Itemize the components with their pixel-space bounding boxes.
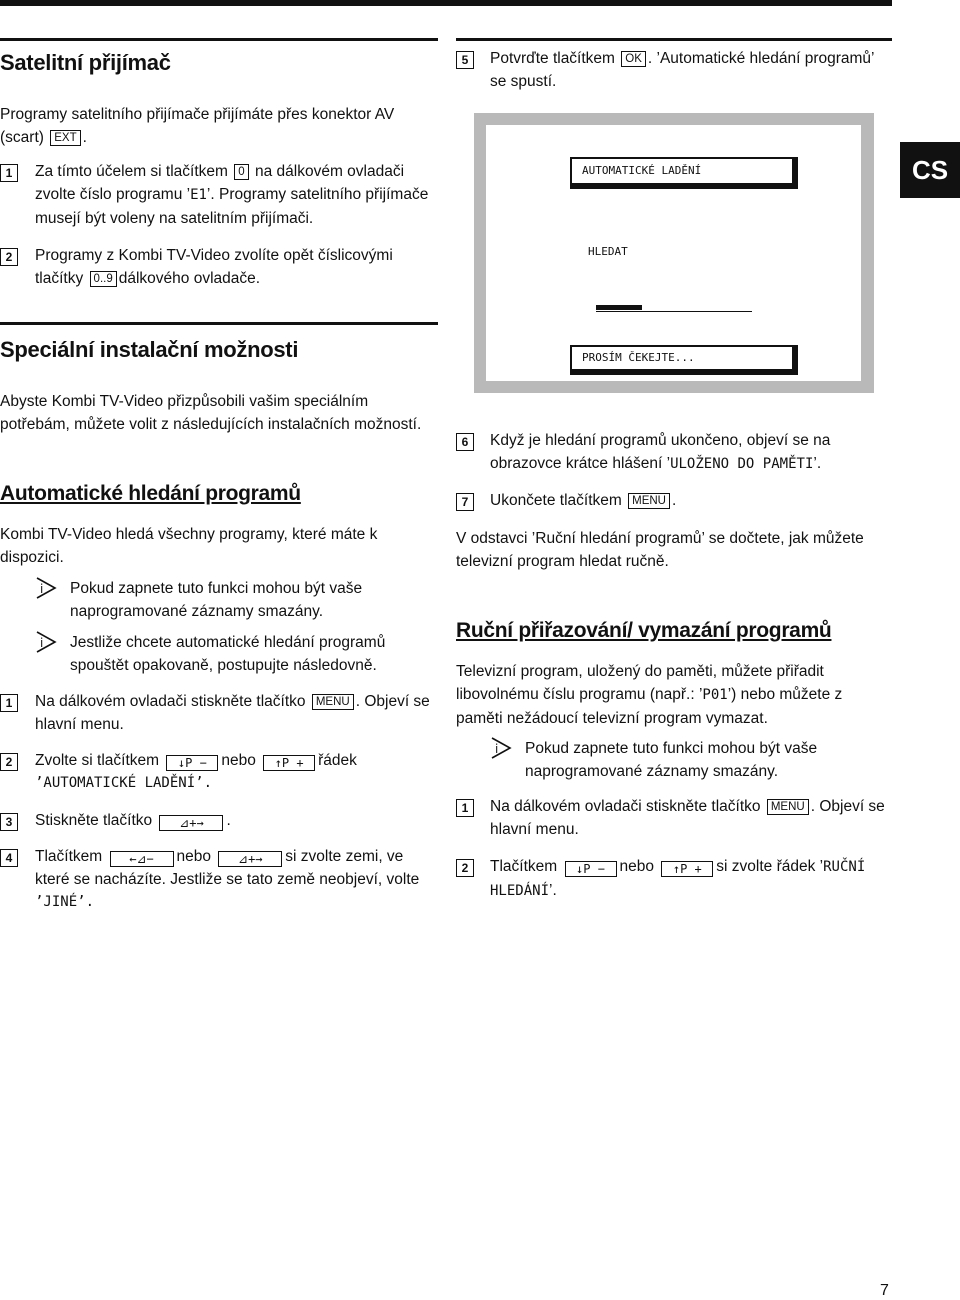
text-line: naprogramované záznamy smazány. xyxy=(70,603,324,620)
text: Ukončete tlačítkem xyxy=(490,492,622,509)
text: dálkového ovladače. xyxy=(118,270,261,287)
step-number: 1 xyxy=(0,694,18,712)
text-line xyxy=(0,126,440,149)
text-line: Pokud zapnete tuto funkci mohou být vaše xyxy=(525,740,818,757)
text: nebo xyxy=(176,848,211,865)
text-line xyxy=(490,795,910,818)
text-line: televizní program hledat ručně. xyxy=(456,553,669,570)
text-line: Programy z Kombi TV-Video zvolíte opět číslicovými xyxy=(35,247,393,264)
auto-paragraph xyxy=(0,523,440,569)
section-title-satellite: Satelitní přijímač xyxy=(0,50,171,75)
info-note-1 xyxy=(70,577,450,623)
right-key: ⊿+→ xyxy=(159,815,223,831)
svg-text:i: i xyxy=(495,742,499,756)
manual-step-2 xyxy=(490,855,910,903)
text-line: Kombi TV-Video hledá všechny programy, které máte k xyxy=(0,526,378,543)
ok-key: OK xyxy=(621,51,646,67)
text: . Objeví se xyxy=(810,798,885,815)
ext-key: EXT xyxy=(50,130,80,146)
text: Stiskněte tlačítko xyxy=(35,812,153,829)
menu-key: MENU xyxy=(312,694,354,710)
text: ’. Programy satelitního přijímače xyxy=(206,186,429,203)
text: . xyxy=(672,492,677,509)
satellite-step-2 xyxy=(35,244,445,290)
text-line: Abyste Kombi TV-Video přizpůsobili vašim speciálním xyxy=(0,393,369,410)
manual-step-1 xyxy=(490,795,910,841)
section-rule xyxy=(0,322,438,325)
step-number: 2 xyxy=(0,753,18,771)
text-line xyxy=(456,683,896,707)
text: si zvolte zemi, ve xyxy=(285,848,404,865)
step-number: 1 xyxy=(456,799,474,817)
text-line: paměti nežádoucí televizní program vymazat. xyxy=(456,710,768,727)
osd-progress-track xyxy=(596,311,752,312)
svg-text:i: i xyxy=(40,582,44,596)
text: . xyxy=(226,812,231,829)
text: . Objeví se xyxy=(355,693,430,710)
osd-search-label: HLEDAT xyxy=(588,245,628,258)
text-line: hlavní menu. xyxy=(35,716,124,733)
text-line: se spustí. xyxy=(490,73,557,90)
section-title-special: Speciální instalační možnosti xyxy=(0,337,299,362)
step-number: 4 xyxy=(0,849,18,867)
satellite-paragraph xyxy=(0,103,440,149)
text-line: Jestliže chcete automatické hledání programů xyxy=(70,634,386,651)
language-tab: CS xyxy=(900,142,960,198)
digit-keys: 0..9 xyxy=(90,271,117,287)
text-line: musejí být voleny na satelitním přijímači. xyxy=(35,210,314,227)
text-line: Programy satelitního přijímače přijímáte přes konektor AV xyxy=(0,106,395,123)
text-line xyxy=(490,47,910,70)
text-line xyxy=(35,267,445,290)
text-line: hlavní menu. xyxy=(490,821,579,838)
step-number: 7 xyxy=(456,493,474,511)
info-icon xyxy=(490,737,512,759)
step-number: 5 xyxy=(456,51,474,69)
manual-reference-paragraph xyxy=(456,527,896,573)
text-line: Pokud zapnete tuto funkci mohou být vaše xyxy=(70,580,363,597)
text: tlačítky xyxy=(35,270,84,287)
text-line: dispozici. xyxy=(0,549,64,566)
text: na dálkovém ovladači xyxy=(254,163,405,180)
top-rule xyxy=(0,0,892,6)
satellite-step-1 xyxy=(35,160,445,230)
svg-text:i: i xyxy=(40,636,44,650)
tv-screen-inner xyxy=(486,125,861,381)
zero-key: 0 xyxy=(234,164,248,180)
text-line xyxy=(490,855,910,879)
section-rule xyxy=(0,38,438,41)
text-line: Když je hledání programů ukončeno, objeví se na xyxy=(490,432,831,449)
menu-key: MENU xyxy=(767,799,809,815)
text: Na dálkovém ovladači stiskněte tlačítko xyxy=(35,693,306,710)
text-line: Televizní program, uložený do paměti, můžete přiřadit xyxy=(456,663,824,680)
step-number: 1 xyxy=(0,164,18,182)
code: ULOŽENO DO PAMĚTI xyxy=(670,456,814,472)
code-line: ’JINÉ’. xyxy=(35,894,95,910)
text-line: V odstavci ’Ruční hledání programů’ se dočtete, jak můžete xyxy=(456,530,864,547)
auto-step-2 xyxy=(35,749,450,795)
program-up-key: ↑P + xyxy=(661,861,713,877)
text-line xyxy=(35,845,450,868)
tv-screen-illustration xyxy=(474,113,874,393)
left-key: ←⊿− xyxy=(110,851,174,867)
text-line xyxy=(35,749,450,772)
section-title-manual: Ruční přiřazování/ vymazání programů xyxy=(456,619,832,642)
step-number: 2 xyxy=(0,248,18,266)
auto-step-3 xyxy=(35,809,450,832)
osd-progress-bar xyxy=(596,305,642,310)
program-down-key: ↓P − xyxy=(166,755,218,771)
code: E1 xyxy=(190,187,207,203)
code: P01 xyxy=(702,687,728,703)
manual-paragraph xyxy=(456,660,896,730)
step-number: 6 xyxy=(456,433,474,451)
osd-wait-box: PROSÍM ČEKEJTE... xyxy=(570,345,798,375)
special-paragraph xyxy=(0,390,450,436)
code-line: ’AUTOMATICKÉ LADĚNÍ’. xyxy=(35,775,213,791)
auto-step-4 xyxy=(35,845,450,914)
text: Za tímto účelem si tlačítkem xyxy=(35,163,228,180)
program-down-key: ↓P − xyxy=(565,861,617,877)
text-line: potřebám, můžete volit z následujících instalačních možností. xyxy=(0,416,422,433)
info-note-3 xyxy=(525,737,905,783)
info-note-2 xyxy=(70,631,450,677)
step-number: 3 xyxy=(0,813,18,831)
text: ’. xyxy=(813,455,822,472)
section-rule xyxy=(456,38,892,41)
text-line: naprogramované záznamy smazány. xyxy=(525,763,779,780)
text: libovolnému číslu programu (např.: ’ xyxy=(456,686,703,703)
auto-step-1 xyxy=(35,690,450,736)
info-icon xyxy=(35,631,57,653)
auto-step-6 xyxy=(490,429,910,476)
info-icon xyxy=(35,577,57,599)
page-number: 7 xyxy=(880,1282,889,1299)
text: obrazovce krátce hlášení ’ xyxy=(490,455,671,472)
text: Tlačítkem xyxy=(490,858,558,875)
text: řádek xyxy=(318,752,357,769)
menu-key: MENU xyxy=(628,493,670,509)
program-up-key: ↑P + xyxy=(263,755,315,771)
code: HLEDÁNÍ xyxy=(490,883,550,899)
step-number: 2 xyxy=(456,859,474,877)
right-key: ⊿+→ xyxy=(218,851,282,867)
text: nebo xyxy=(221,752,256,769)
text-line xyxy=(35,690,450,713)
text: . ’Automatické hledání programů’ xyxy=(647,50,875,67)
text: Potvrďte tlačítkem xyxy=(490,50,615,67)
text: si zvolte řádek ’ xyxy=(716,858,824,875)
text-line xyxy=(490,452,910,476)
text: Zvolte si tlačítkem xyxy=(35,752,160,769)
text-line: spouštět opakovaně, postupujte následovně. xyxy=(70,657,377,674)
text: Na dálkovém ovladači stiskněte tlačítko xyxy=(490,798,761,815)
text: . xyxy=(82,129,87,146)
text-line xyxy=(490,879,910,903)
text: zvolte číslo programu ’ xyxy=(35,186,191,203)
text-line xyxy=(35,183,445,207)
code: RUČNÍ xyxy=(823,859,866,875)
text: Tlačítkem xyxy=(35,848,103,865)
auto-step-5 xyxy=(490,47,910,93)
text: nebo xyxy=(619,858,654,875)
auto-step-7 xyxy=(490,489,910,512)
osd-title-box: AUTOMATICKÉ LADĚNÍ xyxy=(570,157,798,189)
text-line xyxy=(35,160,445,183)
section-title-auto: Automatické hledání programů xyxy=(0,482,301,505)
text: (scart) xyxy=(0,129,44,146)
text: ’) nebo můžete z xyxy=(727,686,843,703)
text: ’. xyxy=(549,882,557,899)
text-line: které se nacházíte. Jestliže se tato země neobjeví, volte xyxy=(35,871,420,888)
